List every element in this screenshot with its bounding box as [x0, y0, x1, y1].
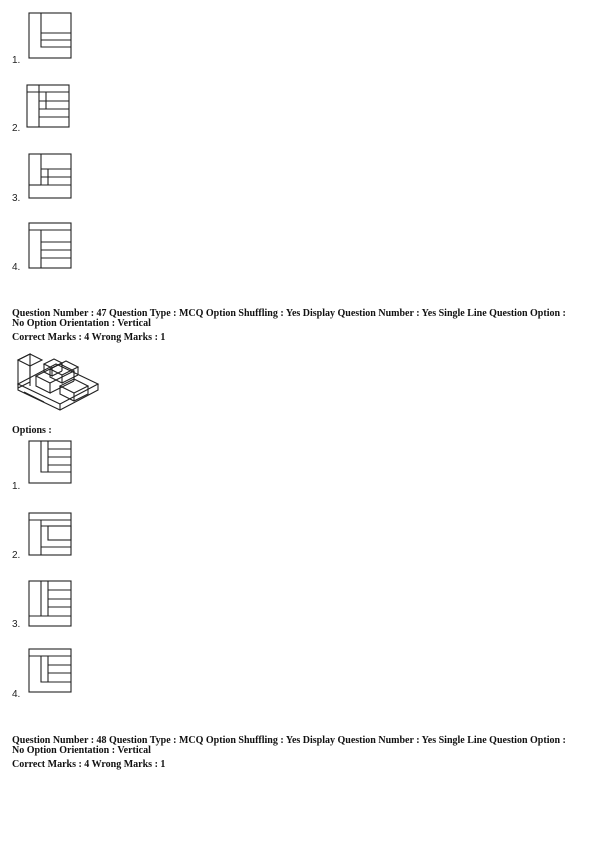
q47-option-1-number[interactable]: 1.	[12, 481, 21, 492]
q47-isometric-figure	[14, 346, 100, 418]
q47-option-3-figure	[28, 580, 74, 628]
q47-option-4-figure	[28, 648, 74, 694]
q48-header-line-2: No Option Orientation : Vertical	[12, 745, 151, 756]
q47-option-2-number[interactable]: 2.	[12, 550, 21, 561]
q47-marks: Correct Marks : 4 Wrong Marks : 1	[12, 332, 166, 343]
top-option-1-figure	[28, 12, 74, 60]
q47-option-1-figure	[28, 440, 74, 486]
q47-option-3-number[interactable]: 3.	[12, 619, 21, 630]
q47-options-label: Options :	[12, 425, 52, 436]
q47-option-4-number[interactable]: 4.	[12, 689, 21, 700]
top-option-4-figure	[28, 222, 74, 270]
top-option-2-figure	[26, 84, 72, 130]
top-option-2-number[interactable]: 2.	[12, 123, 21, 134]
top-option-1-number[interactable]: 1.	[12, 55, 21, 66]
q48-marks: Correct Marks : 4 Wrong Marks : 1	[12, 759, 166, 770]
top-option-4-number[interactable]: 4.	[12, 262, 21, 273]
q48-header-line-1: Question Number : 48 Question Type : MCQ Option Shuffling : Yes Display Question Number : Yes Single Line Question Option :	[12, 735, 566, 746]
top-option-3-figure	[28, 153, 74, 201]
q47-header-line-1: Question Number : 47 Question Type : MCQ Option Shuffling : Yes Display Question Number : Yes Single Line Question Option :	[12, 308, 566, 319]
q47-header-line-2: No Option Orientation : Vertical	[12, 318, 151, 329]
top-option-3-number[interactable]: 3.	[12, 193, 21, 204]
q47-option-2-figure	[28, 512, 74, 558]
